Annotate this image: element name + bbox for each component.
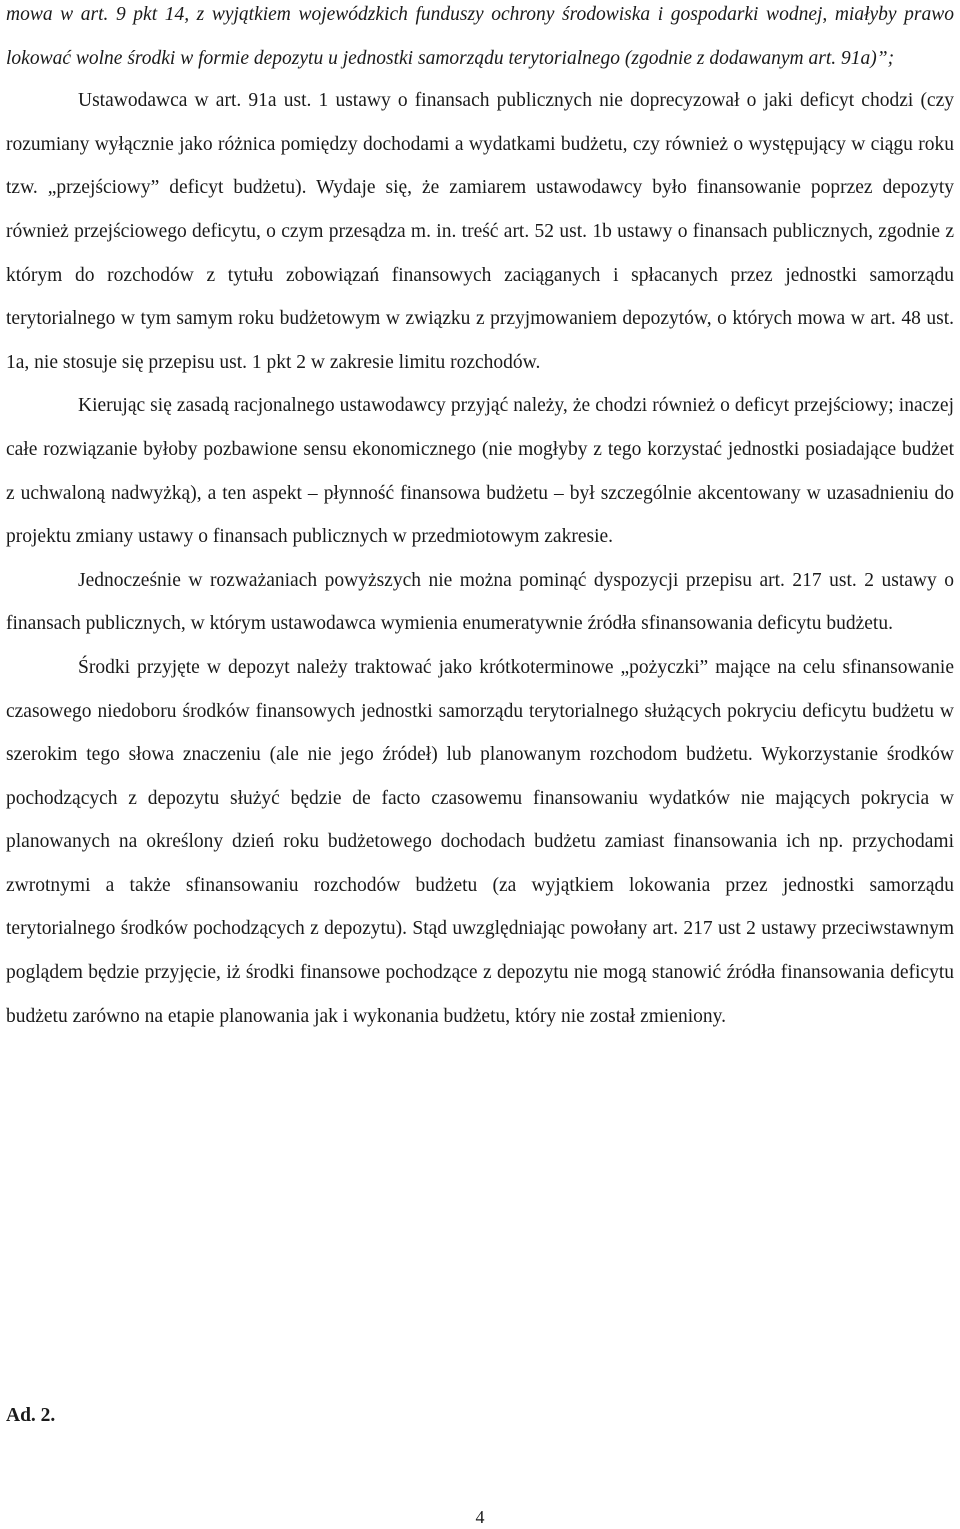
- body-paragraph-2: Kierując się zasadą racjonalnego ustawodawcy przyjąć należy, że chodzi również o deficyt przejściowy; inaczej całe rozwiązanie byłoby pozbawione sensu ekonomicznego (nie mogłyby z tego korzystać jednostki posiadające budżet z uchwaloną nadwyżką), a ten aspekt – płynność finansowa budżetu – był szczególnie akcentowany w uzasadnieniu do projektu zmiany ustawy o finansach publicznych w przedmiotowym zakresie.: [6, 395, 954, 548]
- document-body: [6, 0, 954, 1038]
- quoted-text-paragraph: mowa w art. 9 pkt 14, z wyjątkiem wojewódzkich funduszy ochrony środowiska i gospodarki wodnej, miałyby prawo lokować wolne środki w formie depozytu u jednostki samorządu terytorialnego (zgodnie z dodawanym art. 91a)”;: [6, 4, 954, 69]
- body-paragraph-3: Jednocześnie w rozważaniach powyższych nie można pominąć dyspozycji przepisu art. 217 ust. 2 ustawy o finansach publicznych, w którym ustawodawca wymienia enumeratywnie źródła sfinansowania deficytu budżetu.: [6, 569, 954, 635]
- body-paragraph-4: Środki przyjęte w depozyt należy traktować jako krótkoterminowe „pożyczki” mające na celu sfinansowanie czasowego niedoboru środków finansowych jednostki samorządu terytorialnego służących pokryciu deficytu budżetu w szerokim tego słowa znaczeniu (ale nie jego źródeł) lub planowanym rozchodom budżetu. Wykorzystanie środków pochodzących z depozytu służyć będzie de facto czasowemu finansowaniu wydatków nie mających pokrycia w planowanych na określony dzień roku budżetowego dochodach budżetu zamiast finansowania ich np. przychodami zwrotnymi a także sfinansowaniu rozchodów budżetu (za wyjątkiem lokowania przez jednostki samorządu terytorialnego środków pochodzących z depozytu). Stąd uwzględniając powołany art. 217 ust 2 ustawy przeciwstawnym poglądem będzie przyjęcie, iż środki finansowe pochodzące z depozytu nie mogą stanowić źródła finansowania deficytu budżetu zarówno na etapie planowania jak i wykonania budżetu, który nie został zmieniony.: [6, 656, 954, 1027]
- section-heading: Ad. 2.: [6, 1405, 56, 1426]
- page-number: 4: [475, 1507, 485, 1527]
- body-paragraph-1: Ustawodawca w art. 91a ust. 1 ustawy o finansach publicznych nie doprecyzował o jaki deficyt chodzi (czy rozumiany wyłącznie jako różnica pomiędzy dochodami a wydatkami budżetu, czy również o występujący w ciągu roku tzw. „przejściowy” deficyt budżetu). Wydaje się, że zamiarem ustawodawcy było finansowanie poprzez depozyty również przejściowego deficytu, o czym przesądza m. in. treść art. 52 ust. 1b ustawy o finansach publicznych, zgodnie z którym do rozchodów z tytułu zobowiązań finansowych zaciąganych i spłacanych przez jednostki samorządu terytorialnego w tym samym roku budżetowym w związku z przyjmowaniem depozytów, o których mowa w art. 48 ust. 1a, nie stosuje się przepisu ust. 1 pkt 2 w zakresie limitu rozchodów.: [6, 90, 954, 373]
